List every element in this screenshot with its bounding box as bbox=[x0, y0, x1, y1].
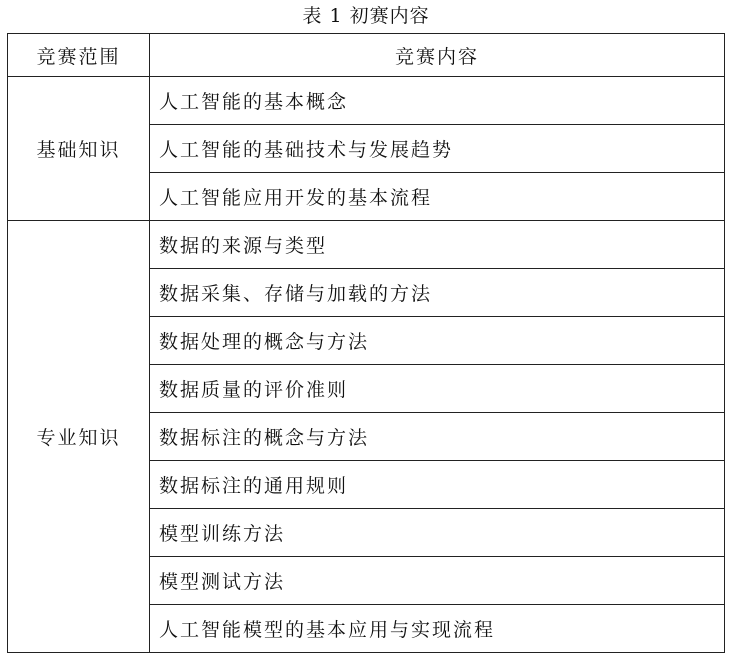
content-cell: 数据标注的概念与方法 bbox=[150, 413, 725, 461]
content-cell: 人工智能模型的基本应用与实现流程 bbox=[150, 605, 725, 653]
header-content: 竞赛内容 bbox=[150, 34, 725, 77]
competition-content-table bbox=[7, 33, 725, 653]
content-cell: 人工智能应用开发的基本流程 bbox=[150, 173, 725, 221]
content-cell: 模型测试方法 bbox=[150, 557, 725, 605]
header-scope: 竞赛范围 bbox=[8, 34, 150, 77]
table-row bbox=[8, 77, 725, 125]
table-caption: 表 1 初赛内容 bbox=[302, 5, 430, 27]
content-cell: 模型训练方法 bbox=[150, 509, 725, 557]
category-cell-basic: 基础知识 bbox=[8, 77, 150, 221]
content-cell: 数据标注的通用规则 bbox=[150, 461, 725, 509]
content-cell: 人工智能的基本概念 bbox=[150, 77, 725, 125]
content-cell: 数据的来源与类型 bbox=[150, 221, 725, 269]
content-cell: 数据质量的评价准则 bbox=[150, 365, 725, 413]
content-cell: 人工智能的基础技术与发展趋势 bbox=[150, 125, 725, 173]
table-header-row bbox=[8, 34, 725, 77]
category-cell-professional: 专业知识 bbox=[8, 221, 150, 653]
content-cell: 数据处理的概念与方法 bbox=[150, 317, 725, 365]
table-row bbox=[8, 221, 725, 269]
content-cell: 数据采集、存储与加载的方法 bbox=[150, 269, 725, 317]
